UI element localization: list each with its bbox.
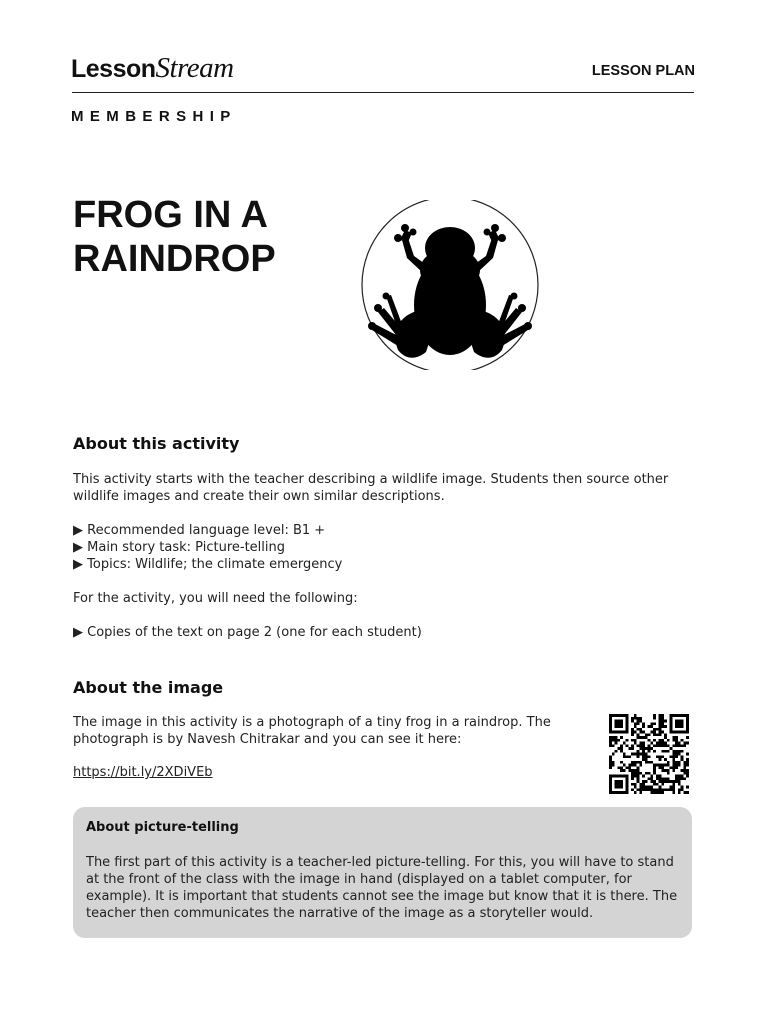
brand-logo-part1: Lesson (71, 55, 156, 83)
picture-telling-text: The first part of this activity is a teacher-led picture-telling. For this, you will have to stand at the front of the class with the image in hand (displayed on a tablet computer, for example). It is important that students cannot see the image but know that it is there. The teacher then communicates the narrative of the image as a storyteller would. (86, 855, 678, 921)
frog-silhouette-icon (360, 200, 540, 370)
about-activity-intro: This activity starts with the teacher describing a wildlife image. Students then source other wildlife images and create their own similar descriptions. (73, 472, 669, 504)
bullet-arrow-icon: ▶ (73, 557, 83, 572)
picture-telling-heading: About picture-telling (86, 820, 239, 835)
list-item: ▶ Copies of the text on page 2 (one for each student) (73, 625, 422, 640)
brand-logo-part2: Stream (155, 52, 234, 84)
membership-label: MEMBERSHIP (71, 108, 237, 125)
picture-telling-callout (73, 807, 692, 938)
about-activity-heading: About this activity (73, 434, 240, 453)
qr-code-icon[interactable] (607, 714, 691, 794)
page-title-line2: RAINDROP (73, 238, 276, 280)
bullet-arrow-icon: ▶ (73, 540, 83, 555)
about-image-text: The image in this activity is a photograph of a tiny frog in a raindrop. The photograph is by Navesh Chitrakar and you can see it here: (73, 715, 551, 747)
page-title (73, 193, 276, 281)
list-item: ▶ Topics: Wildlife; the climate emergency (73, 557, 343, 572)
bullet-arrow-icon: ▶ (73, 625, 83, 640)
page-title-line1: FROG IN A (73, 194, 268, 236)
list-item: ▶ Recommended language level: B1 + (73, 523, 326, 538)
brand-logo (71, 52, 234, 85)
bullet-arrow-icon: ▶ (73, 523, 83, 538)
list-item: ▶ Main story task: Picture-telling (73, 540, 285, 555)
header-divider (72, 92, 694, 93)
materials-intro: For the activity, you will need the following: (73, 591, 358, 606)
image-link[interactable]: https://bit.ly/2XDiVEb (73, 765, 213, 780)
about-image-heading: About the image (73, 678, 224, 697)
doc-type-label: LESSON PLAN (591, 63, 695, 79)
